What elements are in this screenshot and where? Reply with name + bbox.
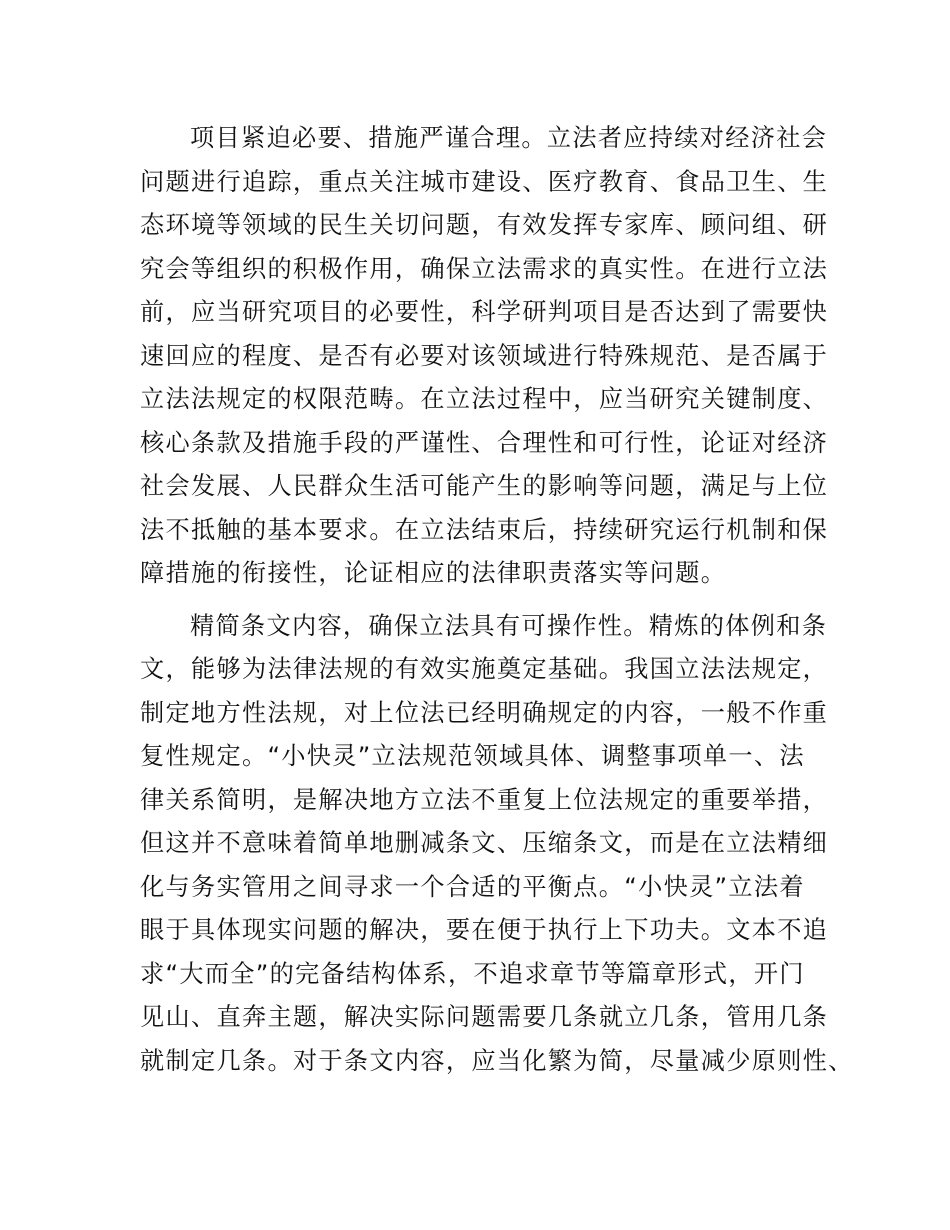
text-line: 社会发展、人民群众生活可能产生的影响等问题，满足与上位: [140, 472, 829, 500]
text-line: 但这并不意味着简单地删减条文、压缩条文，而是在立法精细: [140, 829, 829, 857]
text-line: 障措施的衔接性，论证相应的法律职责落实等问题。: [140, 559, 727, 587]
text-line: 求“大而全”的完备结构体系，不追求章节等篇章形式，开门: [140, 959, 805, 988]
text-line: 核心条款及措施手段的严谨性、合理性和可行性，论证对经济: [140, 428, 829, 457]
text-line: 问题进行追踪，重点关注城市建设、医疗教育、食品卫生、生: [140, 167, 829, 196]
text-line: 见山、直奔主题，解决实际问题需要几条就立几条，管用几条: [140, 1003, 829, 1031]
text-line: 复性规定。“小快灵”立法规范领域具体、调整事项单一、法: [140, 742, 805, 770]
text-line: 文，能够为法律法规的有效实施奠定基础。我国立法法规定，: [140, 655, 829, 683]
text-line: 化与务实管用之间寻求一个合适的平衡点。“小快灵”立法着: [140, 872, 805, 901]
text-line: 前，应当研究项目的必要性，科学研判项目是否达到了需要快: [140, 298, 829, 326]
text-line: 究会等组织的积极作用，确保立法需求的真实性。在进行立法: [140, 254, 829, 283]
paragraph-2: [140, 605, 854, 1084]
document-body: [140, 117, 854, 1083]
text-line: 眼于具体现实问题的解决，要在便于执行上下功夫。文本不追: [140, 916, 829, 944]
text-line: 精简条文内容，确保立法具有可操作性。精炼的体例和条: [190, 611, 828, 640]
text-line: 项目紧迫必要、措施严谨合理。立法者应持续对经济社会: [190, 124, 828, 152]
text-line: 律关系简明，是解决地方立法不重复上位法规定的重要举措，: [140, 785, 829, 814]
text-line: 法不抵触的基本要求。在立法结束后，持续研究运行机制和保: [140, 515, 829, 544]
text-line: 立法法规定的权限范畴。在立法过程中，应当研究关键制度、: [140, 385, 829, 413]
text-line: 就制定几条。对于条文内容，应当化繁为简，尽量减少原则性、: [140, 1046, 854, 1075]
paragraph-1: [140, 117, 829, 596]
text-line: 速回应的程度、是否有必要对该领域进行特殊规范、是否属于: [140, 341, 829, 370]
text-line: 制定地方性法规，对上位法已经明确规定的内容，一般不作重: [140, 698, 829, 727]
text-line: 态环境等领域的民生关切问题，有效发挥专家库、顾问组、研: [140, 211, 829, 239]
